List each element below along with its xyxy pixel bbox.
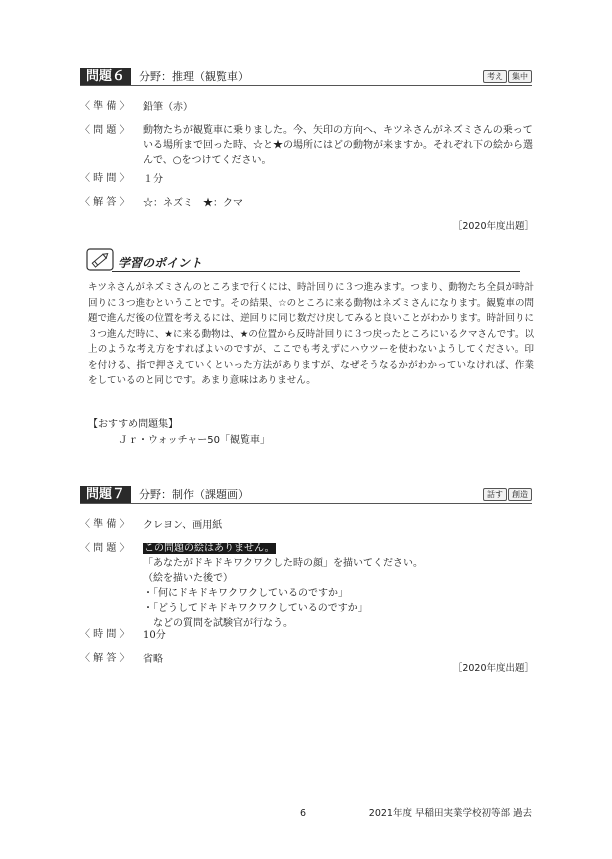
q7-problem-label: 〈 問 題 〉 — [80, 543, 130, 554]
pencil-icon — [86, 248, 116, 272]
learning-point-body: キツネさんがネズミさんのところまで行くには、時計回りに３つ進みます。つまり、動物たち全員が時計回りに３つ進むということです。その結果、☆のところに来る動物はネズミさんになります。観覧車の問題で進んだ後の位置を考えるには、逆回りに同じ数だけ戻してみると良いことがわかります。時計回りに３つ進んだ時に、★に来る動物は、★の位置から反時計回りに３つ戻ったところにいるクマさんです。以上のような考え方をすればよいのですが、ここでも考えずにハウツーを使わないようしてください。印を付ける、指で押さえていくといった方法がありますが、なぜそうなるかがわかっていなければ、作業をしているのと同じです。あまり意味はありません。 — [88, 282, 534, 386]
question-6-field: 分野：推理（観覧車） — [139, 70, 249, 83]
q7-problem-line: 「あなたがドキドキワクワクした時の顔」を描いてください。 — [143, 558, 423, 569]
q6-time-value: １分 — [143, 174, 163, 185]
question-6-tag-think: 考え — [483, 70, 507, 83]
question-7-tag-create: 創造 — [508, 488, 532, 501]
book-title: 2021年度 早稲田実業学校初等部 過去 — [368, 808, 532, 819]
question-6-divider — [80, 85, 532, 86]
recommended-workbook-item: Ｊｒ・ウォッチャー50「観覧車」 — [118, 435, 271, 446]
q6-year: ［2020年度出題］ — [452, 221, 534, 232]
learning-point-title: 学習のポイント — [118, 256, 203, 270]
q7-prep-label: 〈 準 備 〉 — [80, 519, 130, 530]
q7-answer-label: 〈 解 答 〉 — [80, 653, 130, 664]
q6-prep-value: 鉛筆（赤） — [143, 102, 193, 113]
q6-problem-value: 動物たちが観覧車に乗りました。今、矢印の方向へ、キツネさんがネズミさんの乗っている場所まで回った時、☆と★の場所にはどの動物が来ますか。それぞれ下の絵から選んで、○をつけてください。 — [143, 125, 533, 166]
q6-answer-value: ☆：ネズミ ★：クマ — [143, 198, 243, 209]
q7-problem-line: （絵を描いた後で） — [143, 573, 233, 584]
learning-point-underline — [112, 271, 520, 272]
q7-problem-block — [143, 541, 538, 631]
q7-problem-line: ・「何にドキドキワクワクしているのですか」 — [143, 588, 348, 599]
q7-problem-line: などの質問を試験官が行なう。 — [143, 618, 293, 629]
question-7-tag-speak: 話す — [483, 488, 507, 501]
question-7-divider — [80, 503, 532, 504]
q7-year: ［2020年度出題］ — [452, 663, 534, 674]
q7-time-label: 〈 時 間 〉 — [80, 629, 130, 640]
q6-time-label: 〈 時 間 〉 — [80, 173, 130, 184]
question-6-number: 問題６ — [80, 68, 131, 85]
q6-answer-label: 〈 解 答 〉 — [80, 197, 130, 208]
q6-prep-label: 〈 準 備 〉 — [80, 101, 130, 112]
q7-time-value: 10分 — [143, 630, 166, 641]
q6-problem-label: 〈 問 題 〉 — [80, 125, 130, 136]
q7-answer-value: 省略 — [143, 654, 163, 665]
recommended-workbooks-title: 【おすすめ問題集】 — [88, 419, 179, 430]
q7-problem-line: ・「どうしてドキドキワクワクしているのですか」 — [143, 603, 368, 614]
question-7-number: 問題７ — [80, 486, 131, 503]
question-6-tag-focus: 集中 — [508, 70, 532, 83]
q7-no-picture-notice: この問題の絵はありません。 — [144, 543, 275, 554]
q7-prep-value: クレヨン、画用紙 — [143, 520, 223, 531]
question-7-field: 分野：制作（課題画） — [139, 488, 249, 501]
page-number: 6 — [300, 808, 307, 819]
